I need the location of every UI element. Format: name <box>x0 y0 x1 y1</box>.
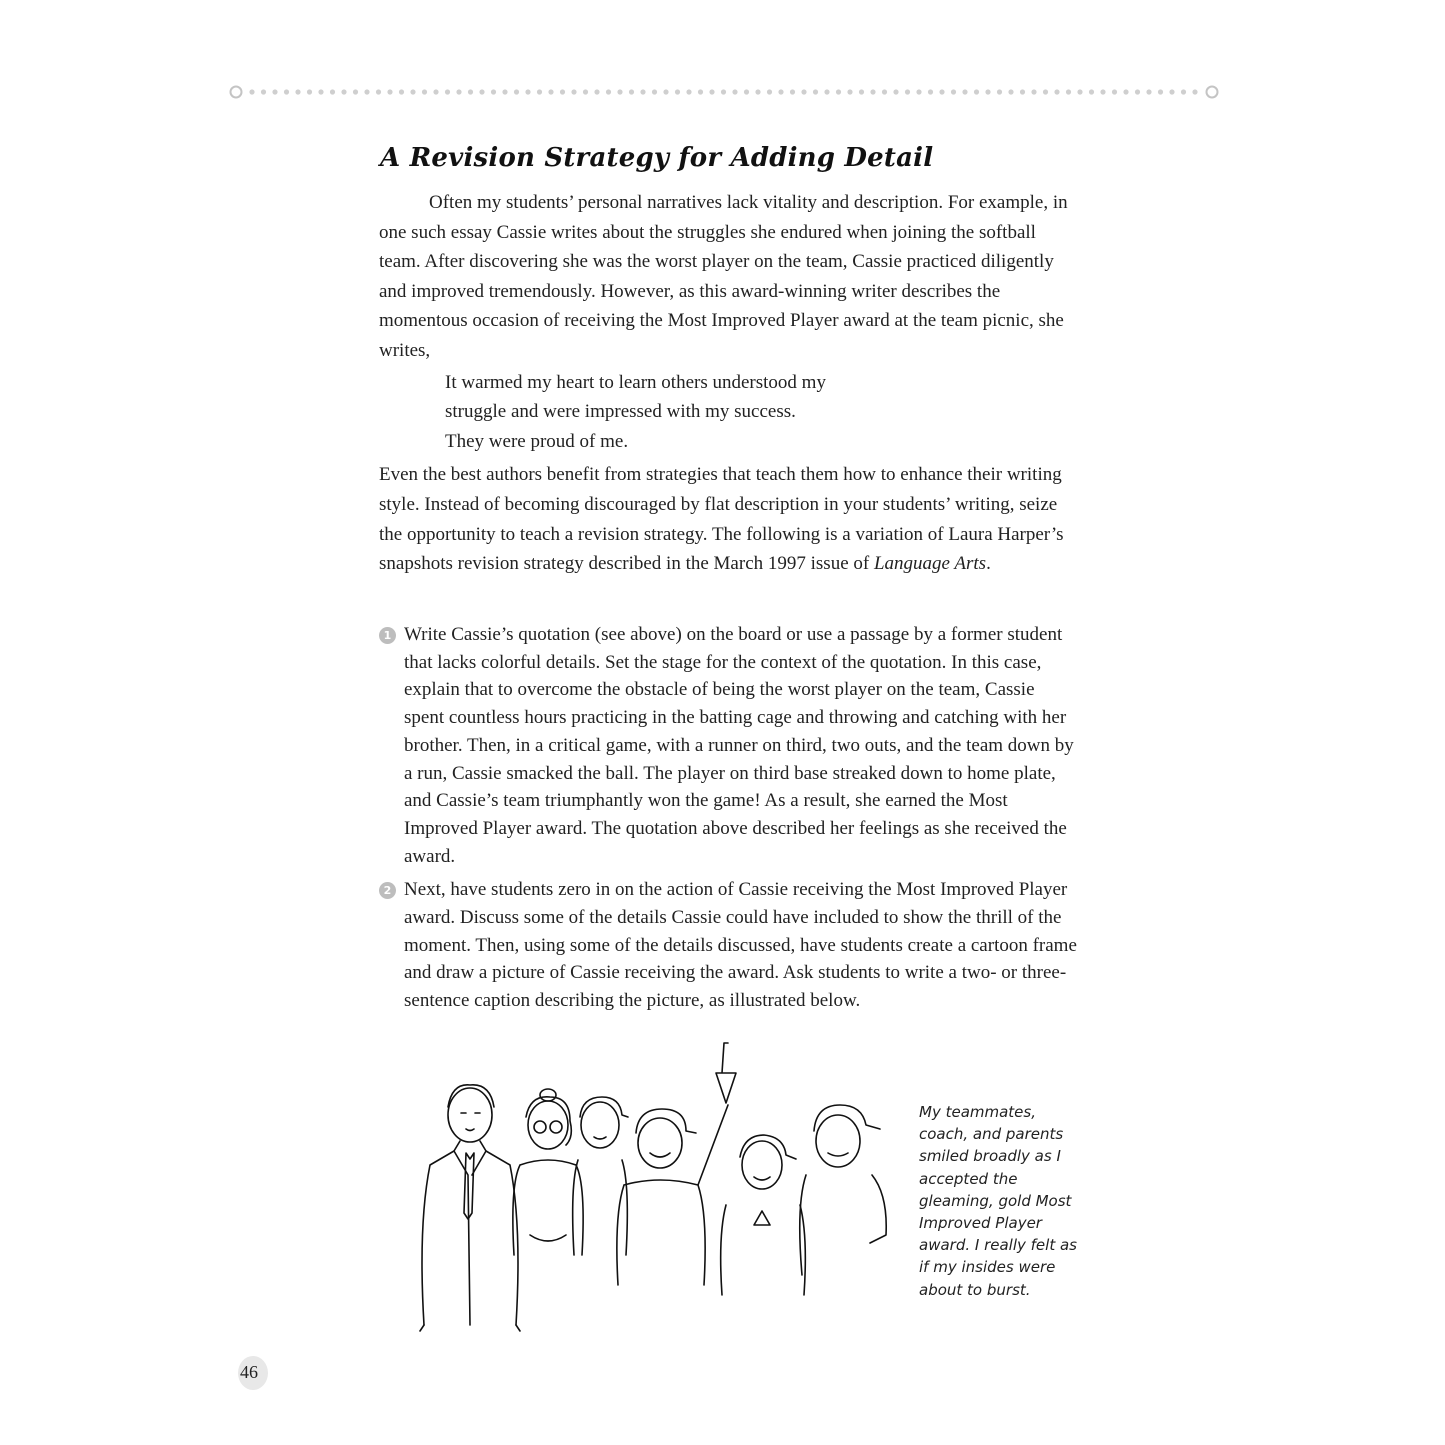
rule-dot <box>1020 89 1025 94</box>
boy-with-cap-figure <box>800 1105 886 1275</box>
rule-dot <box>974 89 979 94</box>
team-illustration <box>410 1025 900 1335</box>
rule-dot <box>341 89 346 94</box>
rule-dot <box>870 89 875 94</box>
rule-dot <box>790 89 795 94</box>
second-paragraph-text: Even the best authors benefit from strategies that teach them how to enhance their writing style. Instead of becoming discouraged by flat description in your students’ writing, seize the opportunity to teach a revision strategy. The following is a variation of Laura Harper’s snapshots revision strategy described in the March 1997 issue of <box>379 464 1064 575</box>
rule-dot <box>640 89 645 94</box>
rule-dot <box>1123 89 1128 94</box>
rule-dot <box>1181 89 1186 94</box>
rule-dot <box>801 89 806 94</box>
step-text: Write Cassie’s quotation (see above) on the board or use a passage by a former student that lacks colorful details. Set the stage for the context of the quotation. In this case, explain that to overcome the obstacle of being the worst player on the team, Cassie spent countless hours practicing in the batting cage and throwing and catching with her brother. Then, in a critical game, with a runner on third, two outs, and the team down by a run, Cassie smacked the ball. The player on third base streaked down to home plate, and Cassie’s team triumphantly won the game! As a result, she earned the Most Improved Player award. The quotation above described her feelings as she received the award. <box>404 624 1074 867</box>
rule-dot <box>502 89 507 94</box>
rule-dot <box>433 89 438 94</box>
rule-dot <box>560 89 565 94</box>
rule-dot <box>744 89 749 94</box>
rule-dot <box>514 89 519 94</box>
rule-dot <box>1135 89 1140 94</box>
quote-line: struggle and were impressed with my success. <box>445 401 796 423</box>
rule-dot <box>836 89 841 94</box>
rule-dot <box>824 89 829 94</box>
rule-dot <box>928 89 933 94</box>
step-number-badge: 1 <box>379 627 396 644</box>
rule-dot <box>755 89 760 94</box>
rule-dot <box>916 89 921 94</box>
rule-dot <box>1169 89 1174 94</box>
rule-dot <box>1054 89 1059 94</box>
rule-dot <box>617 89 622 94</box>
dotted-rule-decoration <box>228 82 1222 102</box>
rule-dot <box>721 89 726 94</box>
rule-dot <box>479 89 484 94</box>
step-item <box>379 876 1079 1015</box>
girl-clapping-figure <box>721 1135 806 1295</box>
quote-line: They were proud of me. <box>445 430 629 452</box>
section-heading: A Revision Strategy for Adding Detail <box>380 143 934 173</box>
rule-dot <box>583 89 588 94</box>
rule-dot <box>859 89 864 94</box>
rule-dot <box>962 89 967 94</box>
rule-dot <box>468 89 473 94</box>
rule-dot <box>686 89 691 94</box>
rule-dot <box>778 89 783 94</box>
rule-dot <box>387 89 392 94</box>
numbered-steps <box>379 621 1079 1021</box>
rule-dot <box>249 89 254 94</box>
rule-dot <box>399 89 404 94</box>
rule-dot <box>709 89 714 94</box>
page-number: 46 <box>240 1362 258 1382</box>
rule-dot <box>1031 89 1036 94</box>
rule-dot <box>652 89 657 94</box>
rule-dot <box>1077 89 1082 94</box>
step-item <box>379 621 1079 870</box>
rule-dot <box>284 89 289 94</box>
rule-dot <box>629 89 634 94</box>
rule-dot <box>422 89 427 94</box>
second-paragraph <box>379 460 1079 578</box>
step-number-badge: 2 <box>379 882 396 899</box>
rule-dot <box>295 89 300 94</box>
rule-dot <box>525 89 530 94</box>
rule-dot <box>951 89 956 94</box>
rule-dot <box>445 89 450 94</box>
rule-dot <box>571 89 576 94</box>
coach-figure <box>420 1085 520 1331</box>
rule-dot <box>905 89 910 94</box>
rule-dot <box>330 89 335 94</box>
girl-with-cap-figure <box>573 1097 628 1255</box>
rule-dot <box>1066 89 1071 94</box>
block-quote <box>445 368 1079 457</box>
rule-dot <box>675 89 680 94</box>
rule-dot <box>663 89 668 94</box>
rule-dot <box>1100 89 1105 94</box>
rule-dot <box>491 89 496 94</box>
rule-dot <box>997 89 1002 94</box>
body-text <box>379 188 1079 579</box>
rule-dot <box>882 89 887 94</box>
rule-dot <box>1158 89 1163 94</box>
rule-dot <box>1192 89 1197 94</box>
quote-line: It warmed my heart to learn others understood my <box>445 371 826 393</box>
rule-dot <box>261 89 266 94</box>
rule-dot <box>767 89 772 94</box>
rule-dot <box>1112 89 1117 94</box>
rule-dot <box>698 89 703 94</box>
rule-dot <box>318 89 323 94</box>
rule-dot <box>353 89 358 94</box>
rule-dot <box>893 89 898 94</box>
rule-dot <box>548 89 553 94</box>
rule-dot <box>537 89 542 94</box>
journal-title: Language Arts <box>873 553 987 575</box>
second-paragraph-end: . <box>986 553 991 575</box>
rule-dot <box>813 89 818 94</box>
step-text: Next, have students zero in on the action of Cassie receiving the Most Improved Player award. Discuss some of the details Cassie could have included to show the thrill of the moment. Then, using some of the details discussed, have students create a cartoon frame and draw a picture of Cassie receiving the award. Ask students to write a two- or three-sentence caption describing the picture, as illustrated below. <box>404 879 1077 1012</box>
rule-dot <box>307 89 312 94</box>
illustration-caption: My teammates, coach, and parents smiled broadly as I accepted the gleaming, gold Most Improved Player award. I really felt as if my insides were about to burst. <box>919 1103 1077 1299</box>
rule-dot <box>1008 89 1013 94</box>
rule-dot <box>364 89 369 94</box>
rule-dot <box>410 89 415 94</box>
rule-dot <box>376 89 381 94</box>
rule-dot <box>939 89 944 94</box>
rule-dot <box>1146 89 1151 94</box>
rule-dot <box>456 89 461 94</box>
cassie-with-trophy-figure <box>617 1043 736 1285</box>
intro-paragraph: Often my students’ personal narratives lack vitality and description. For example, in one such essay Cassie writes about the struggles she endured when joining the softball team. After discovering she was the worst player on the team, Cassie practiced diligently and improved tremendously. However, as this award-winning writer describes the momentous occasion of receiving the Most Improved Player award at the team picnic, she writes, <box>379 192 1068 361</box>
rule-dot <box>594 89 599 94</box>
rule-dot <box>1043 89 1048 94</box>
rule-dot <box>272 89 277 94</box>
rule-dot <box>732 89 737 94</box>
rule-dot <box>606 89 611 94</box>
rule-dot <box>985 89 990 94</box>
rule-dot <box>1089 89 1094 94</box>
rule-dot <box>847 89 852 94</box>
